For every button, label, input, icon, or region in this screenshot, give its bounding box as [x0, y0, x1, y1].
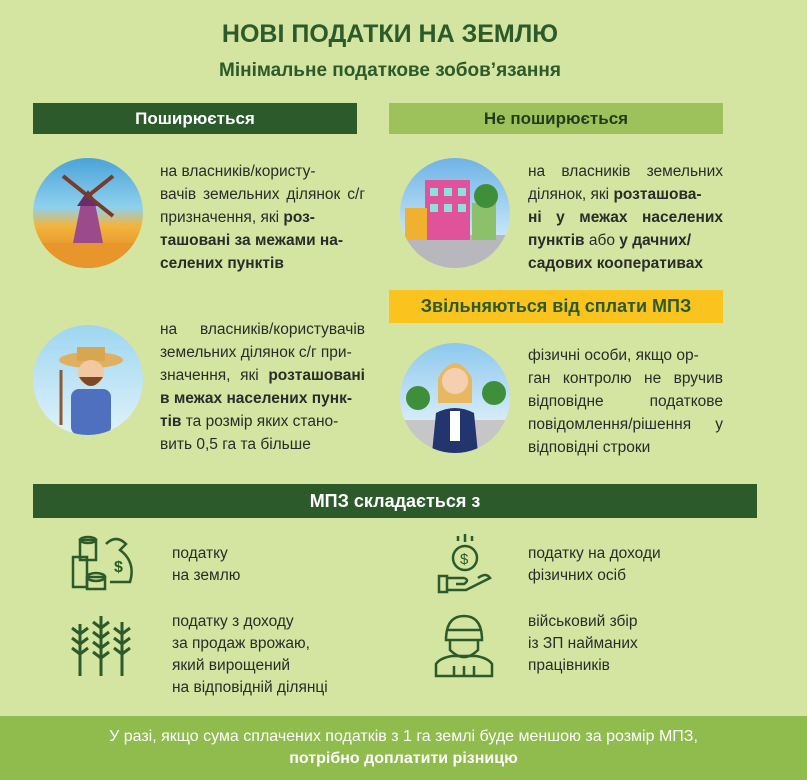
farmer-image [33, 325, 143, 435]
windmill-field-image [33, 158, 143, 268]
svg-text:$: $ [460, 551, 469, 568]
applies-text-1 [160, 160, 365, 275]
bold-text-segment: розташовані в межах населених пунк- тів [160, 367, 365, 430]
wheat-icon [68, 614, 134, 680]
soldier-icon [434, 614, 494, 678]
composition-header: МПЗ складається з [33, 484, 757, 518]
page-subtitle: Мінімальне податкове зобов’язання [219, 60, 561, 81]
exempt-header: Звільняються від сплати МПЗ [389, 290, 723, 323]
text-segment: на власників земельних ділянок, які [528, 163, 723, 203]
city-street-image [400, 158, 510, 268]
money-bag-icon [68, 532, 134, 592]
svg-text:$: $ [114, 559, 123, 576]
applies-text-2 [160, 318, 365, 456]
text-segment: на власників/користувачів земельних ділянок с/г при- значення, які [160, 321, 365, 384]
composition-item-income-tax: податку на доходи фізичних осіб [528, 545, 661, 584]
composition-item-military-levy: військовий збір із ЗП найманих працівників [528, 613, 638, 674]
exempt-text [528, 344, 723, 459]
footer-line-1: У разі, якщо сума сплачених податків з 1 га землі буде меншою за розмір МПЗ, [109, 728, 698, 745]
text-segment: фізичні особи, якщо ор- ган контролю не вручив відповідне податкове повідомлення/рішення у відповідні строки [528, 347, 723, 456]
windmill-icon [33, 158, 143, 268]
not-applies-header: Не поширюється [389, 103, 723, 134]
woman-icon [400, 343, 510, 453]
applies-header: Поширюється [33, 103, 357, 134]
bold-text-segment: роз- ташовані за межами на- селених пунктів [160, 209, 344, 272]
not-applies-text [528, 160, 723, 275]
bold-text-segment: розташова- ні у межах населених пунктів [528, 186, 723, 249]
farmer-icon [33, 325, 143, 435]
building-icon [400, 158, 510, 268]
woman-city-image [400, 343, 510, 453]
hand-coin-icon [436, 532, 494, 594]
text-segment: або [584, 232, 620, 249]
composition-item-harvest-tax: податку з доходу за продаж врожаю, який вирощений на відповідній ділянці [172, 613, 328, 696]
footer-line-2: потрібно доплатити різницю [289, 750, 518, 767]
bold-text-segment: у дачних/ садових кооперативах [528, 232, 703, 272]
text-segment: на власників/користу- вачів земельних ділянок с/г призначення, які [160, 163, 365, 226]
text-segment: та розмір яких стано- вить 0,5 га та більше [160, 413, 339, 453]
footer-note [0, 716, 807, 780]
composition-item-land-tax: податку на землю [172, 545, 241, 584]
page-title: НОВІ ПОДАТКИ НА ЗЕМЛЮ [221, 20, 559, 48]
